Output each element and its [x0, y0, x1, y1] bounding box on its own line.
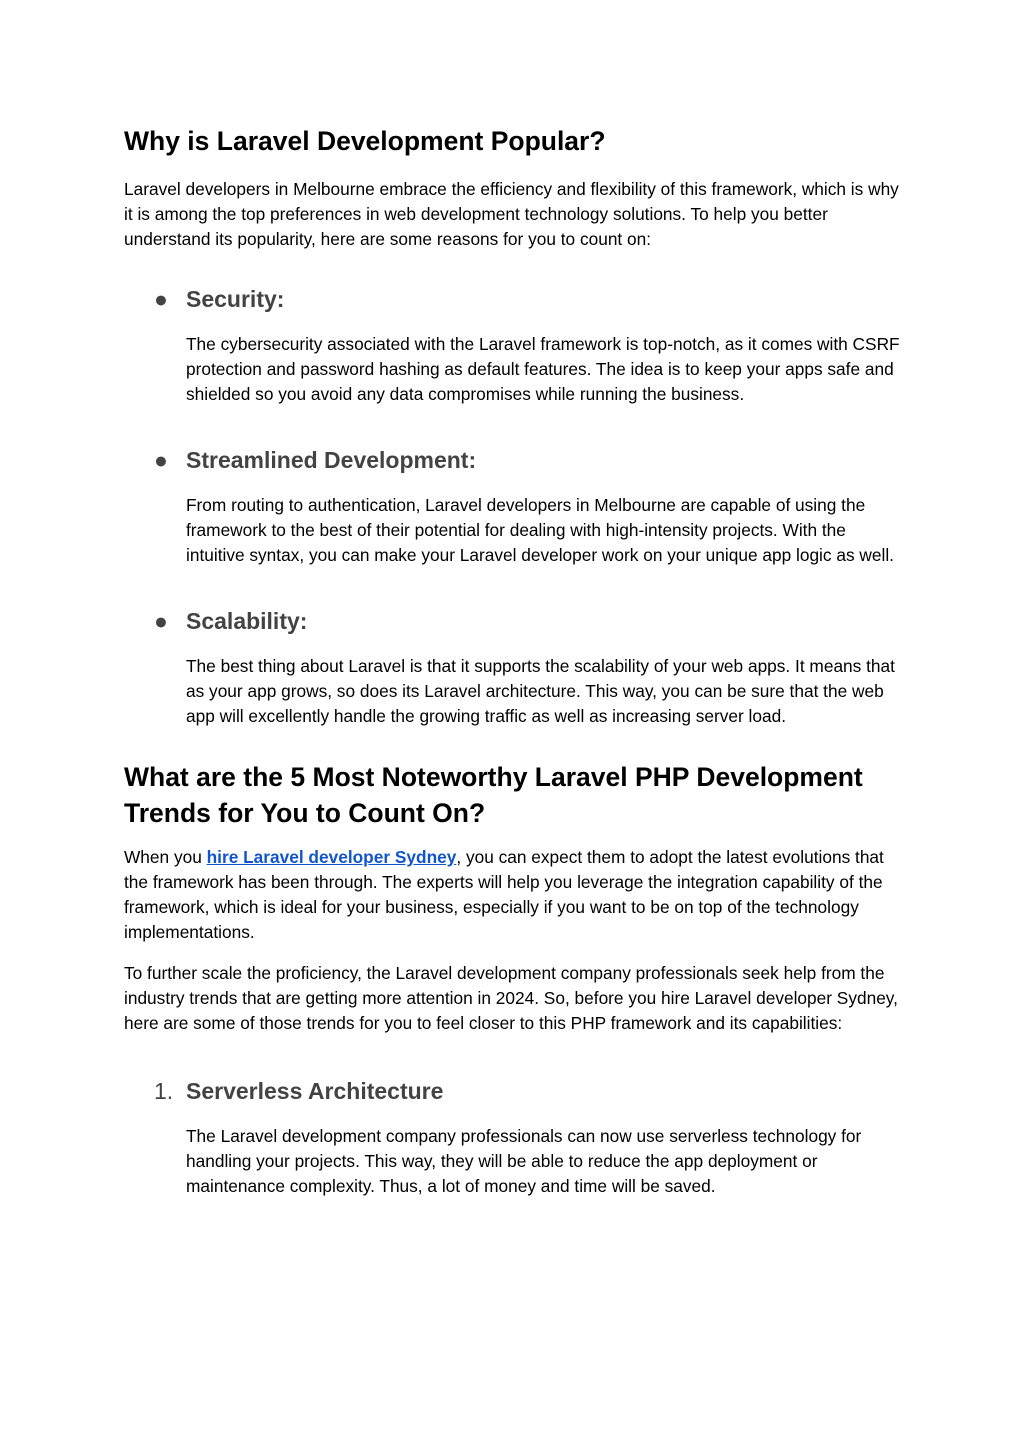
- paragraph-text: When you: [124, 847, 207, 867]
- trends-lead-paragraph: To further scale the proficiency, the Laravel development company professionals seek help from the industry trends that are getting more attention in 2024. So, before you hire Laravel developer Sydney, here are some of those trends for you to feel closer to this PHP framework and its capabilities:: [124, 963, 898, 1033]
- reason-body: The best thing about Laravel is that it supports the scalability of your web apps. It means that as your app grows, so does its Laravel architecture. This way, you can be sure that the web app will excellently handle the growing traffic as well as increasing server load.: [186, 656, 895, 726]
- trend-serverless-architecture: [154, 1076, 904, 1199]
- bullet-icon: ●: [154, 286, 168, 312]
- reason-title: Security:: [186, 286, 285, 312]
- trends-intro-paragraph: [124, 845, 904, 945]
- trend-body: The Laravel development company professionals can now use serverless technology for handling your projects. This way, they will be able to reduce the app deployment or maintenance complexity. Thus, a lot of money and time will be saved.: [186, 1126, 862, 1196]
- document-page: [124, 123, 904, 1199]
- reason-security: [154, 284, 904, 407]
- reason-body: From routing to authentication, Laravel developers in Melbourne are capable of using the framework to the best of their potential for dealing with high-intensity projects. With the intuitive syntax, you can make your Laravel developer work on your unique app logic as well.: [186, 495, 894, 565]
- section-heading-trends: What are the 5 Most Noteworthy Laravel PHP Development Trends for You to Count On?: [124, 762, 863, 828]
- bullet-icon: ●: [154, 608, 168, 634]
- reason-title: Streamlined Development:: [186, 447, 477, 473]
- intro-paragraph: Laravel developers in Melbourne embrace the efficiency and flexibility of this framework, which is why it is among the top preferences in web development technology solutions. To help you better understand its popularity, here are some reasons for you to count on:: [124, 179, 899, 249]
- paragraph-text: , you can expect them to adopt the latest evolutions that the framework has been through. The experts will help you leverage the integration capability of the framework, which is ideal for your business, especially if you want to be on top of the technology implementations.: [124, 847, 884, 942]
- bullet-icon: ●: [154, 447, 168, 473]
- reason-streamlined-development: [154, 445, 904, 568]
- trend-title: Serverless Architecture: [186, 1078, 444, 1104]
- reason-scalability: [154, 606, 904, 729]
- hire-laravel-developer-sydney-link[interactable]: hire Laravel developer Sydney: [206, 847, 457, 867]
- list-number: 1.: [154, 1078, 174, 1104]
- section-heading-why-popular: Why is Laravel Development Popular?: [124, 126, 606, 156]
- reason-body: The cybersecurity associated with the Laravel framework is top-notch, as it comes with CSRF protection and password hashing as default features. The idea is to keep your apps safe and shielded so you avoid any data compromises while running the business.: [186, 334, 900, 404]
- reason-title: Scalability:: [186, 608, 308, 634]
